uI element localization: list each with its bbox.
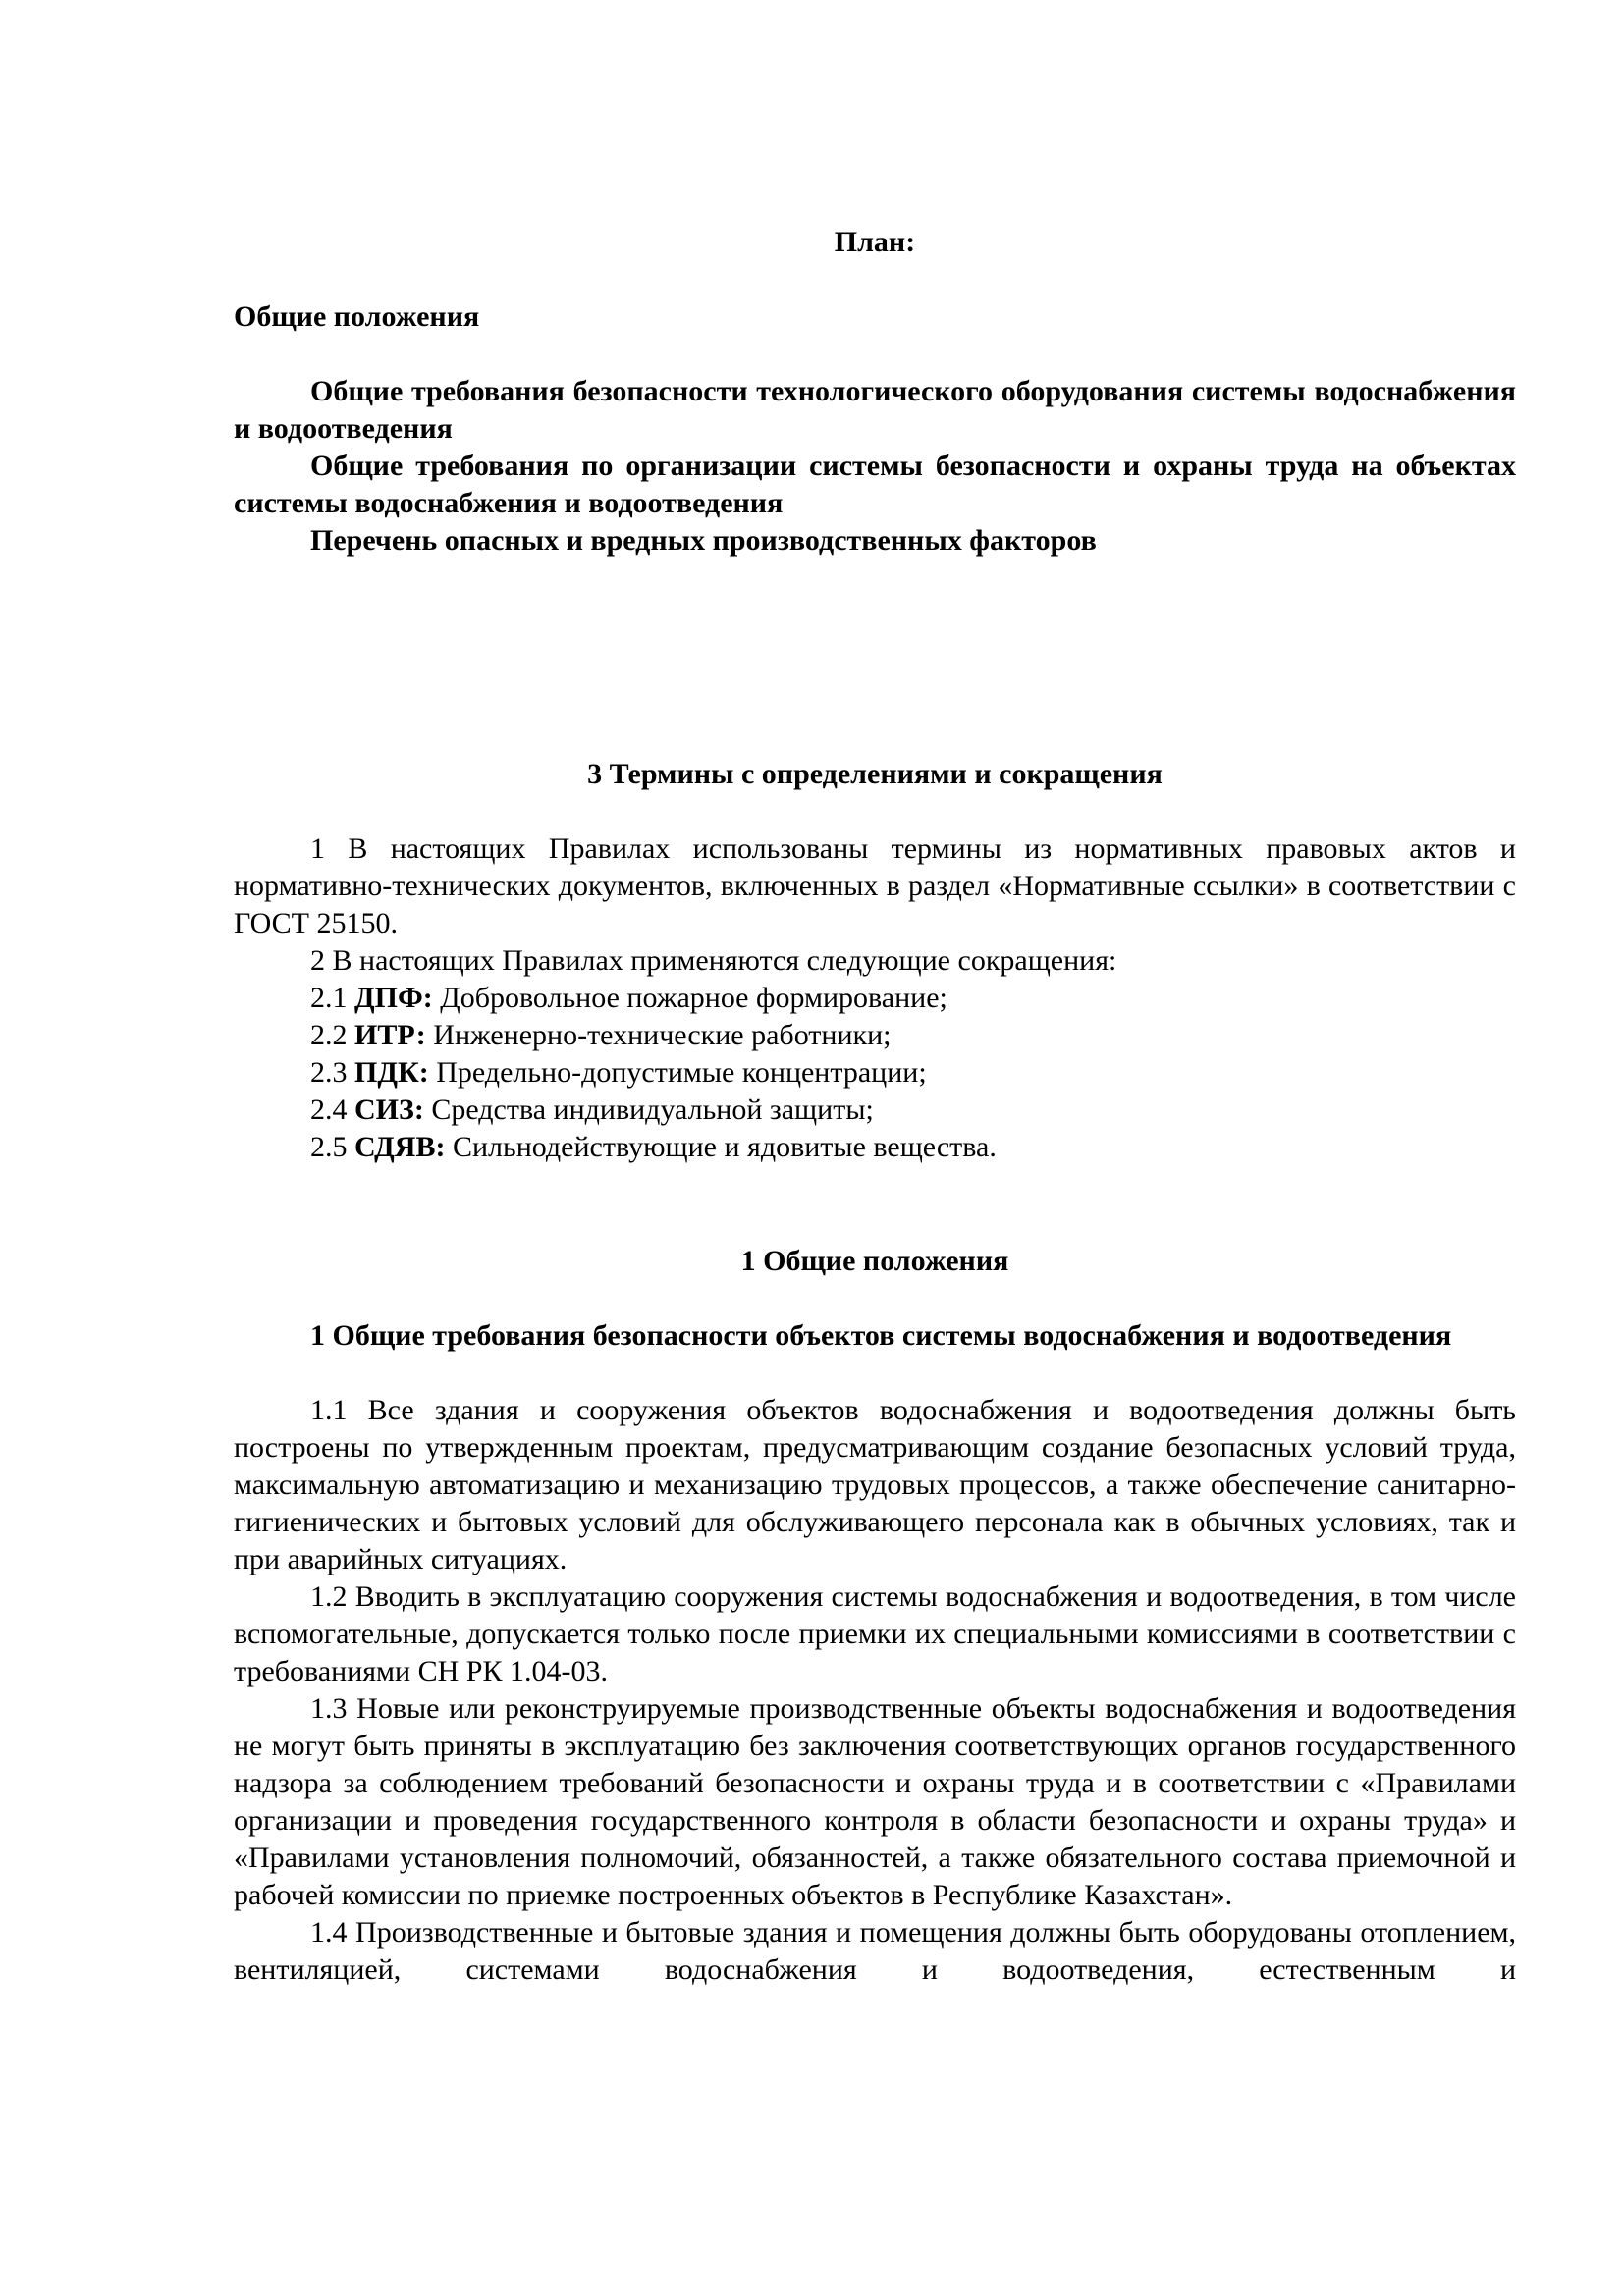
abbreviation-code: ИТР: <box>354 1019 426 1051</box>
plan-item-equipment-safety: Общие требования безопасности технологического оборудования системы водоснабжения и водоотведения <box>234 375 1516 445</box>
abbreviation-item <box>234 1054 1516 1092</box>
abbreviation-text: Средства индивидуальной защиты; <box>431 1094 874 1126</box>
abbreviation-code: СИЗ: <box>354 1094 424 1126</box>
general-paragraph-1-1: 1.1 Все здания и сооружения объектов водоснабжения и водоотведения должны быть построены по утвержденным проектам, предусматривающим создание безопасных условий труда, максимальную автоматизацию и механизацию трудовых процессов, а также обеспечение санитарно-гигиенических и бытовых условий для обслуживающего персонала как в обычных условиях, так и при аварийных ситуациях. <box>234 1394 1516 1575</box>
general-paragraph-1-2: 1.2 Вводить в эксплуатацию сооружения системы водоснабжения и водоотведения, в том числе вспомогательные, допускается только после приемки их специальными комиссиями в соответствии с требованиями СН РК 1.04-03. <box>234 1580 1516 1687</box>
abbreviation-code: ДПФ: <box>354 982 433 1014</box>
plan-title: План: <box>834 226 916 258</box>
abbreviation-number: 2.1 <box>310 982 348 1014</box>
general-paragraph-1-3: 1.3 Новые или реконструируемые производственные объекты водоснабжения и водоотведения не могут быть приняты в эксплуатацию без заключения соответствующих органов государственного надзора за соблюдением требований безопасности и охраны труда и в соответствии с «Правилами организации и проведения государственного контроля в области безопасности и охраны труда» и «Правилами установления полномочий, обязанностей, а также обязательного состава приемочной и рабочей комиссии по приемке построенных объектов в Республике Казахстан». <box>234 1692 1516 1911</box>
abbreviation-text: Сильнодействующие и ядовитые вещества. <box>452 1131 997 1163</box>
abbreviation-text: Добровольное пожарное формирование; <box>440 982 947 1014</box>
document-body <box>234 224 1516 1989</box>
abbreviation-number: 2.4 <box>310 1094 348 1126</box>
abbreviation-item <box>234 1092 1516 1129</box>
abbreviation-text: Предельно-допустимые концентрации; <box>436 1056 927 1089</box>
plan-item-hazard-factors: Перечень опасных и вредных производственных факторов <box>310 524 1097 557</box>
abbreviation-number: 2.2 <box>310 1019 348 1051</box>
terms-title: 3 Термины с определениями и сокращения <box>587 758 1163 790</box>
abbreviation-item <box>234 980 1516 1017</box>
general-subtitle: 1 Общие требования безопасности объектов системы водоснабжения и водоотведения <box>310 1319 1452 1352</box>
abbreviation-code: ПДК: <box>354 1056 429 1089</box>
terms-paragraph-1: 1 В настоящих Правилах использованы термины из нормативных правовых актов и нормативно-технических документов, включенных в раздел «Нормативные ссылки» в соответствии с ГОСТ 25150. <box>234 832 1516 939</box>
abbreviation-item <box>234 1017 1516 1054</box>
general-paragraph-1-4: 1.4 Производственные и бытовые здания и помещения должны быть оборудованы отоплением, вентиляцией, системами водоснабжения и водоотведения, естественным и <box>234 1916 1516 1986</box>
abbreviation-list <box>234 980 1516 1166</box>
abbreviation-code: СДЯВ: <box>354 1131 446 1163</box>
abbreviation-number: 2.5 <box>310 1131 348 1163</box>
terms-paragraph-2: 2 В настоящих Правилах применяются следующие сокращения: <box>310 944 1117 977</box>
abbreviation-text: Инженерно-технические работники; <box>433 1019 892 1051</box>
abbreviation-item <box>234 1129 1516 1166</box>
plan-item-general-provisions: Общие положения <box>234 300 480 333</box>
plan-item-organization-safety: Общие требования по организации системы безопасности и охраны труда на объектах системы водоснабжения и водоотведения <box>234 450 1516 519</box>
abbreviation-number: 2.3 <box>310 1056 348 1089</box>
general-title: 1 Общие положения <box>740 1245 1009 1277</box>
